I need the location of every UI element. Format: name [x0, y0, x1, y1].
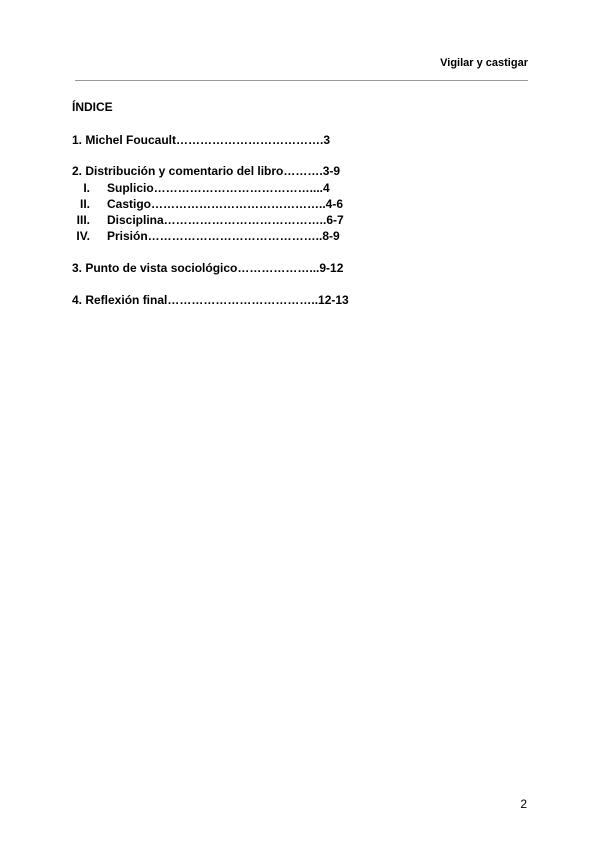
toc-subentry-numeral-1: I.: [83, 181, 90, 195]
toc-subentry-numeral-4: IV.: [76, 229, 90, 243]
toc-subentry-4: Prisión……………………………………..8-9: [107, 229, 340, 243]
toc-entry-1: 1. Michel Foucault……………………………….3: [72, 133, 331, 147]
toc-subentry-2: Castigo……………………………………..4-6: [107, 197, 344, 211]
toc-subentry-numeral-2: II.: [79, 197, 90, 211]
toc-heading: ÍNDICE: [72, 100, 113, 114]
header-divider: [75, 80, 528, 81]
toc-entry-3: 3. Punto de vista sociológico………………...9-12: [72, 261, 344, 275]
page-number: 2: [520, 797, 527, 811]
page-header-title: Vigilar y castigar: [440, 57, 528, 69]
toc-entry-2: 2. Distribución y comentario del libro……….3-9: [72, 164, 341, 178]
toc-subentry-1: Suplicio…………………………………....4: [107, 181, 330, 195]
toc-subentry-3: Disciplina…………………………………..6-7: [107, 213, 344, 227]
toc-entry-4: 4. Reflexión final………………………………..12-13: [72, 293, 349, 307]
toc-subentry-numeral-3: III.: [76, 213, 90, 227]
